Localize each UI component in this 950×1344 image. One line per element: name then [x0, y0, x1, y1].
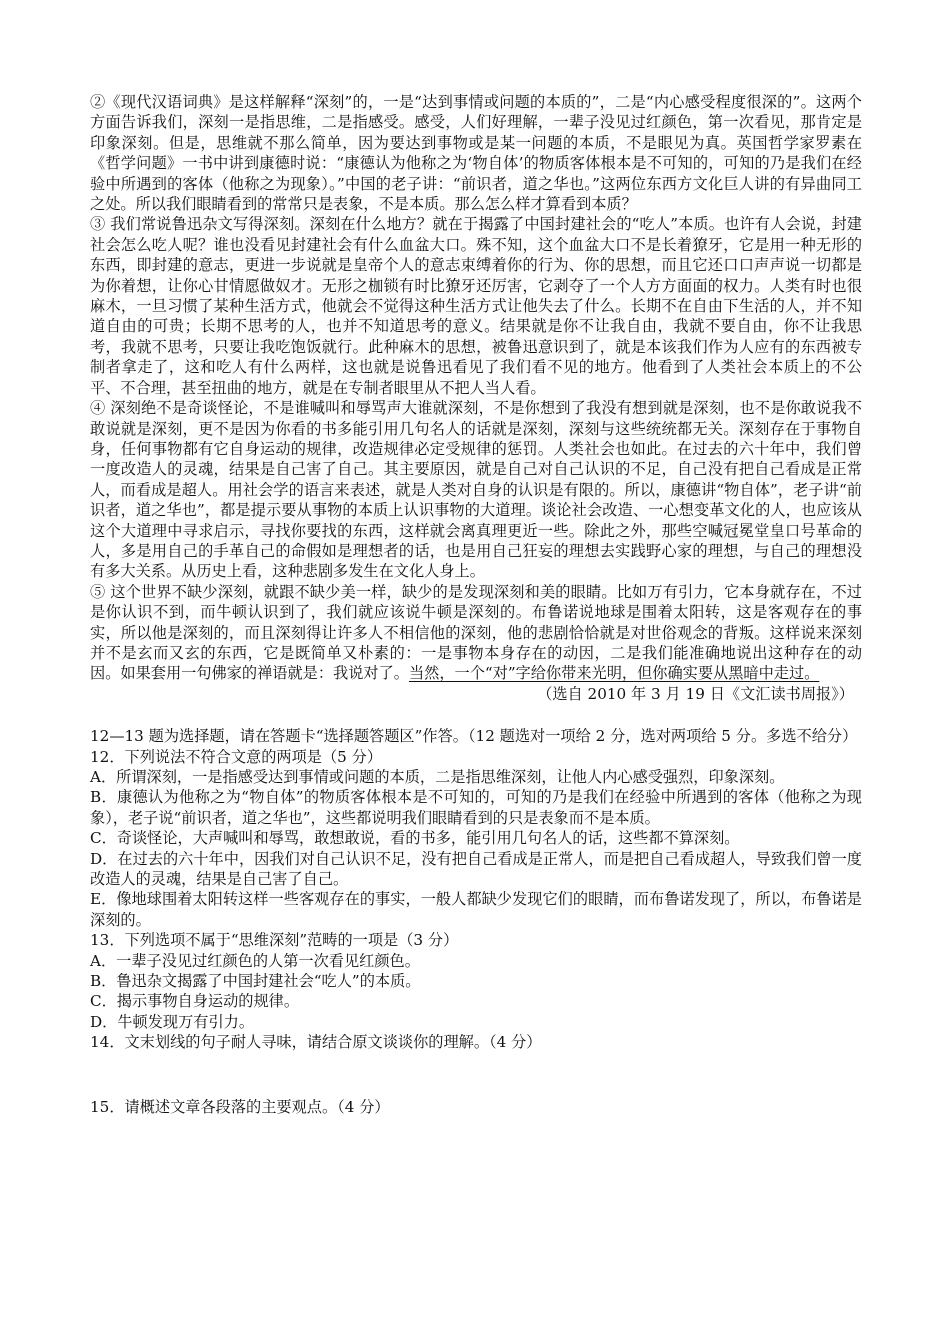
question-13-option-d: D．牛顿发现万有引力。: [90, 1012, 255, 1031]
question-12-option-b: B．康德认为他称之为“物自体”的物质客体根本是不可知的，可知的乃是我们在经验中所遇到的客体（他称之为现象），老子说“前识者，道之华也”，这些都说明我们眼睛看到的只是表象而不是本质。: [90, 788, 862, 827]
answer-space-14: [90, 1053, 862, 1097]
document-page: [90, 92, 862, 1117]
question-13-option-a: A．一辈子没见过红颜色的人第一次看见红颜色。: [90, 951, 420, 970]
paragraph-3: ③ 我们常说鲁迅杂文写得深刻。深刻在什么地方？就在于揭露了中国封建社会的“吃人”本质。也许有人会说，封建社会怎么吃人呢？谁也没看见封建社会有什么血盆大口。殊不知，这个血盆大口不是长着獠牙，它是用一种无形的东西，即封建的意志，更进一步说就是皇帝个人的意志束缚着你的行为、你的思想，而且它还口口声声说一切都是为你着想，让你心甘情愿做奴才。无形之枷锁有时比獠牙还厉害，它剥夺了一个人方方面面的权力。人类有时也很麻木，一旦习惯了某种生活方式，他就会不觉得这种生活方式让他失去了什么。长期不在自由下生活的人，并不知道自由的可贵；长期不思考的人，也并不知道思考的意义。结果就是你不让我自由，我就不要自由，你不让我思考，我就不思考，只要让我吃饱饭就行。此种麻木的思想，被鲁迅意识到了，就是本该我们作为人应有的东西被专制者拿走了，这和吃人有什么两样，这也就是说鲁迅看见了我们看不见的地方。他看到了人类社会本质上的不公平、不合理，甚至扭曲的地方，就是在专制者眼里从不把人当人看。: [90, 215, 862, 397]
question-12-option-c: C．奇谈怪论，大声喊叫和辱骂，敢想敢说，看的书多，能引用几句名人的话，这些都不算深刻。: [90, 829, 740, 848]
question-13: 13．下列选项不属于“思维深刻”范畴的一项是（3 分）: [90, 931, 459, 950]
question-15: 15．请概述文章各段落的主要观点。（4 分）: [90, 1097, 390, 1116]
question-12-option-d: D．在过去的六十年中，因我们对自己认识不足，没有把自己看成是正常人，而是把自己看成超人，导致我们曾一度改造人的灵魂，结果是自己害了自己。: [90, 849, 862, 889]
question-12-option-a: A．所谓深刻，一是指感受达到事情或问题的本质，二是指思维深刻，让他人内心感受强烈，印象深刻。: [90, 768, 785, 786]
underlined-sentence: 当然，一个“对”字给你带来光明，但你确实要从黑暗中走过。: [408, 664, 820, 683]
paragraph-2: ②《现代汉语词典》是这样解释“深刻”的，一是“达到事情或问题的本质的”，二是“内心感受程度很深的”。这两个方面告诉我们，深刻一是指思维，二是指感受。感受，人们好理解，一辈子没见过红颜色，第一次看见，那肯定是印象深刻。但是，思维就不那么简单，因为要达到事物或是某一问题的本质，不是眼见为真。英国哲学家罗素在《哲学问题》一书中讲到康德时说：“康德认为他称之为‘物自体’的物质客体根本是不可知的，可知的乃是我们在经验中所遇到的客体（他称之为现象）。”中国的老子讲：“前识者，道之华也。”这两位东西方文化巨人讲的有异曲同工之处。所以我们眼睛看到的常常只是表象，不是本质。那么怎么样才算看到本质？: [90, 93, 862, 214]
article-source: （选自 2010 年 3 月 19 日《文汇读书周报》）: [537, 684, 854, 703]
paragraph-5-text: ⑤ 这个世界不缺少深刻，就跟不缺少美一样，缺少的是发现深刻和美的眼睛。比如万有引力，它本身就存在，不过是你认识不到，而牛顿认识到了，我们就应该说牛顿是深刻的。布鲁诺说地球是围着太阳转，这是客观存在的事实，所以他是深刻的，而且深刻得让许多人不相信他的深刻，他的悲剧恰恰就是对世俗观念的背叛。这样说来深刻并不是玄而又玄的东西，它是既简单又朴素的：一是事物本身存在的动因，二是我们能准确地说出这种存在的动因。如果套用一句佛家的禅语就是：我说对了。: [90, 582, 862, 683]
question-instruction: 12—13 题为选择题，请在答题卡“选择题答题区”作答。（12 题选对一项给 2 分，选对两项给 5 分。多选不给分）: [90, 727, 858, 746]
spacer: [90, 704, 862, 726]
question-12: 12．下列说法不符合文意的两项是（5 分）: [90, 747, 383, 766]
question-13-option-c: C．揭示事物自身运动的规律。: [90, 992, 300, 1011]
question-14: 14．文末划线的句子耐人寻味，请结合原文谈谈你的理解。（4 分）: [90, 1033, 542, 1052]
paragraph-4: ④ 深刻绝不是奇谈怪论，不是谁喊叫和辱骂声大谁就深刻，不是你想到了我没有想到就是深刻，也不是你敢说我不敢说就是深刻，更不是因为你看的书多能引用几句名人的话就是深刻，深刻与这些统统都无关。深刻存在于事物自身，任何事物都有它自身运动的规律，改造规律必定受规律的惩罚。人类社会也如此。在过去的六十年中，我们曾一度改造人的灵魂，结果是自己害了自己。其主要原因，就是自己对自己认识的不足，自己没有把自己看成是正常人，而看成是超人。用社会学的语言来表述，就是人类对自身的认识是有限的。所以，康德讲“物自体”，老子讲“前识者，道之华也”，都是提示要从事物的本质上认识事物的大道理。谈论社会改造、一心想变革文化的人，也应该从这个大道理中寻求启示，寻找你要找的东西，这样就会离真理更近一些。除此之外，那些空喊冠冕堂皇口号革命的人，多是用自己的手革自己的命假如是理想者的话，也是用自己狂妄的理想去实践野心家的理想，与自己的理想没有多大关系。从历史上看，这种悲剧多发生在文化人身上。: [90, 399, 862, 581]
question-13-option-b: B．鲁迅杂文揭露了中国封建社会“吃人”的本质。: [90, 972, 421, 991]
paragraph-5: [90, 582, 862, 684]
question-12-option-e: E．像地球围着太阳转这样一些客观存在的事实，一般人都缺少发现它们的眼睛，而布鲁诺发现了，所以，布鲁诺是深刻的。: [90, 890, 862, 929]
